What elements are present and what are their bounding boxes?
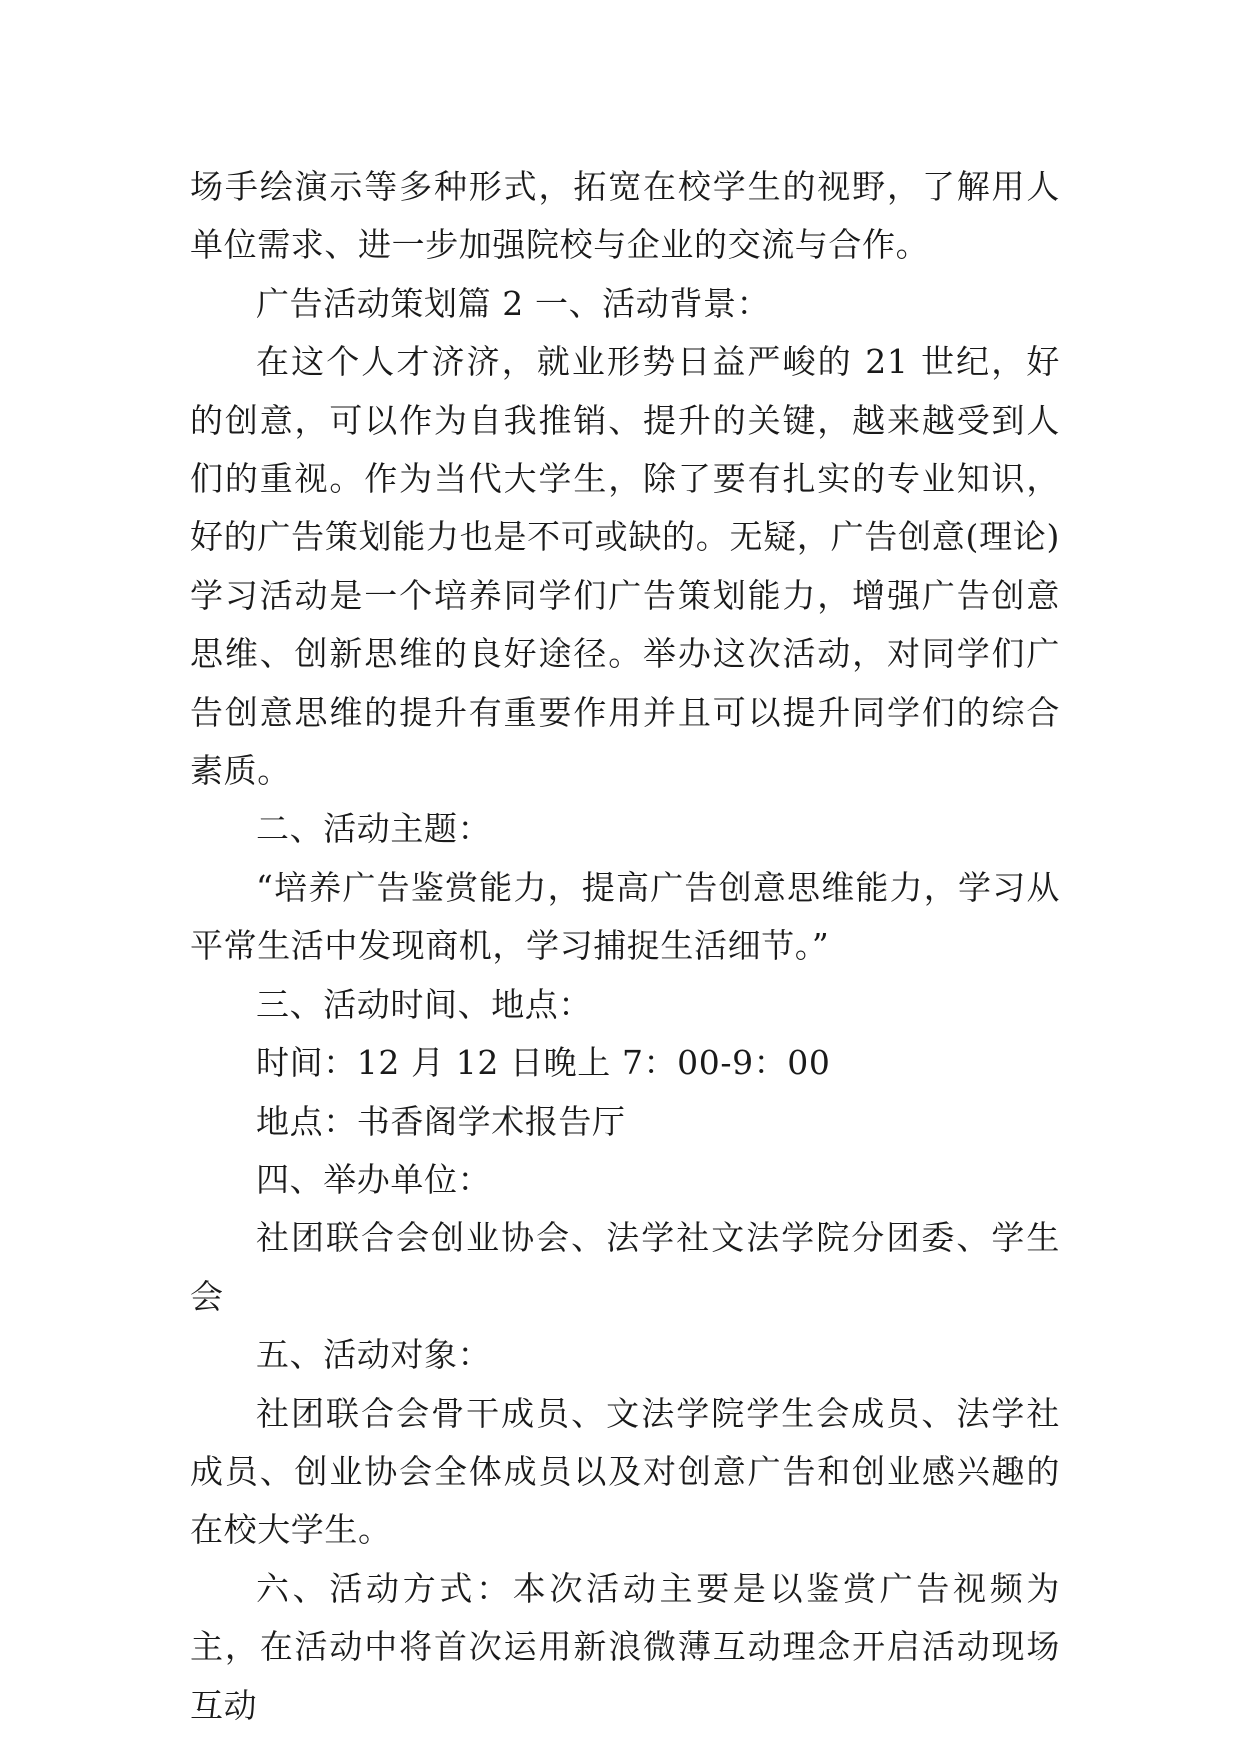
paragraph-theme-body: “培养广告鉴赏能力，提高广告创意思维能力，学习从平常生活中发现商机，学习捕捉生活细节。”: [190, 867, 1060, 966]
paragraph-theme-heading: 二、活动主题：: [256, 809, 492, 849]
paragraph-intro-continuation: 场手绘演示等多种形式，拓宽在校学生的视野，了解用人单位需求、进一步加强院校与企业的交流与合作。: [190, 167, 1060, 265]
document-body: [190, 158, 1060, 1735]
paragraph-section-heading-background: 广告活动策划篇 2 一、活动背景：: [256, 283, 771, 323]
paragraph-audience-heading: 五、活动对象：: [256, 1335, 492, 1375]
paragraph-time-place-heading: 三、活动时间、地点：: [256, 984, 592, 1024]
paragraph-background-body: 在这个人才济济，就业形势日益严峻的 21 世纪，好的创意，可以作为自我推销、提升的关键，越来越受到人们的重视。作为当代大学生，除了要有扎实的专业知识，好的广告策划能力也是不可或缺的。无疑，广告创意(理论)学习活动是一个培养同学们广告策划能力，增强广告创意思维、创新思维的良好途径。举办这次活动，对同学们广告创意思维的提升有重要作用并且可以提升同学们的综合素质。: [190, 342, 1060, 791]
paragraph-audience-body: 社团联合会骨干成员、文法学院学生会成员、法学社成员、创业协会全体成员以及对创意广告和创业感兴趣的在校大学生。: [190, 1393, 1060, 1550]
paragraph-organizer-heading: 四、举办单位：: [256, 1159, 492, 1199]
paragraph-organizer-body: 社团联合会创业协会、法学社文法学院分团委、学生会: [190, 1218, 1060, 1316]
paragraph-place: 地点：书香阁学术报告厅: [256, 1101, 626, 1141]
paragraph-method: 六、活动方式：本次活动主要是以鉴赏广告视频为主，在活动中将首次运用新浪微薄互动理念开启活动现场互动: [190, 1568, 1060, 1725]
paragraph-time: 时间：12 月 12 日晚上 7：00-9：00: [256, 1043, 831, 1083]
